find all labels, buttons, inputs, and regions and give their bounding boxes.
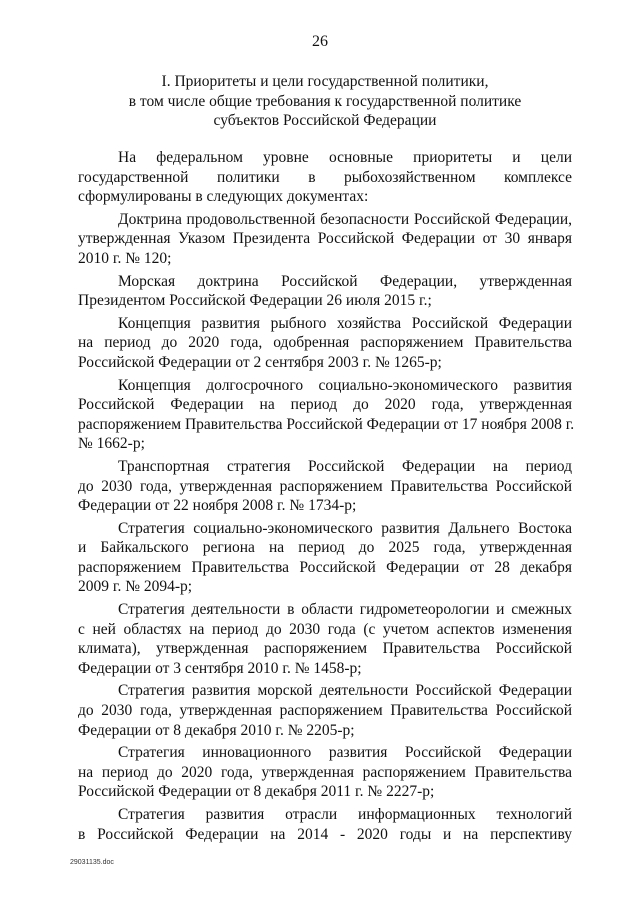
document-body	[78, 148, 575, 844]
section-heading	[78, 72, 572, 131]
paragraph-line: распоряжением Правительства Российской Федерации от 28 декабря	[78, 558, 572, 576]
paragraph-line: 2010 г. № 120;	[78, 249, 172, 267]
paragraph-line: Транспортная стратегия Российской Федерации на период	[118, 457, 572, 475]
paragraph-line: с ней областях на период до 2030 года (с учетом аспектов изменения	[78, 620, 572, 638]
paragraph-line: Концепция долгосрочного социально-экономического развития	[118, 376, 572, 394]
paragraph-line: на период до 2020 года, одобренная распоряжением Правительства	[78, 334, 572, 352]
paragraph-line: сформулированы в следующих документах:	[78, 188, 369, 206]
paragraph-line: и Байкальского региона на период до 2025 года, утвержденная	[78, 539, 572, 557]
paragraph	[78, 272, 572, 311]
paragraph-line: утвержденная Указом Президента Российской Федерации от 30 января	[78, 230, 572, 248]
paragraph-line: государственной политики в рыбохозяйственном комплексе	[78, 168, 572, 186]
file-name-footer: 29031135.doc	[70, 859, 114, 866]
paragraph-line: Стратегия развития морской деятельности Российской Федерации	[118, 682, 572, 700]
paragraph-line: на период до 2020 года, утвержденная распоряжением Правительства	[78, 763, 572, 781]
paragraph-line: Концепция развития рыбного хозяйства Российской Федерации	[118, 314, 572, 332]
page-number: 26	[312, 33, 328, 50]
paragraph	[78, 519, 572, 597]
paragraph-line: 2009 г. № 2094-р;	[78, 578, 193, 596]
paragraph-line: Федерации от 22 ноября 2008 г. № 1734-р;	[78, 497, 357, 515]
paragraph	[78, 681, 572, 740]
paragraph-line: до 2030 года, утвержденная распоряжением Правительства Российской	[78, 477, 572, 495]
paragraph-line: Российской Федерации на период до 2020 года, утвержденная	[78, 396, 572, 414]
paragraph-line: Доктрина продовольственной безопасности Российской Федерации,	[118, 210, 572, 228]
paragraph-line: до 2030 года, утвержденная распоряжением Правительства Российской	[78, 702, 572, 720]
paragraph-line: Российской Федерации от 8 декабря 2011 г. № 2227-р;	[78, 783, 435, 801]
paragraph-line: Президентом Российской Федерации 26 июля 2015 г.;	[78, 292, 432, 310]
paragraph	[78, 600, 572, 678]
paragraph-line: климата), утвержденная распоряжением Правительства Российской	[78, 640, 572, 658]
paragraph	[78, 210, 572, 269]
paragraph	[78, 148, 572, 207]
paragraph	[78, 805, 572, 844]
heading-line: I. Приоритеты и цели государственной политики,	[161, 73, 489, 90]
paragraph-line: Стратегия инновационного развития Российской Федерации	[118, 744, 572, 762]
paragraph-line: № 1662-р;	[78, 435, 145, 453]
paragraph	[78, 457, 572, 516]
paragraph-line: Стратегия деятельности в области гидрометеорологии и смежных	[118, 601, 572, 619]
paragraph-line: На федеральном уровне основные приоритеты и цели	[118, 149, 572, 166]
heading-line: субъектов Российской Федерации	[213, 112, 437, 129]
paragraph-line: Российской Федерации от 2 сентября 2003 г. № 1265-р;	[78, 353, 442, 371]
paragraph-line: в Российской Федерации на 2014 - 2020 годы и на перспективу	[78, 825, 572, 843]
paragraph	[78, 376, 575, 454]
paragraph-line: Стратегия развития отрасли информационных технологий	[118, 806, 572, 823]
heading-line: в том числе общие требования к государственной политике	[128, 92, 522, 110]
paragraph-line: Морская доктрина Российской Федерации, утвержденная	[118, 272, 572, 290]
paragraph-line: Федерации от 3 сентября 2010 г. № 1458-р;	[78, 659, 362, 677]
paragraph-line: Федерации от 8 декабря 2010 г. № 2205-р;	[78, 721, 355, 739]
paragraph-line: распоряжением Правительства Российской Федерации от 17 ноября 2008 г.	[78, 415, 575, 433]
paragraph-line: Стратегия социально-экономического развития Дальнего Востока	[118, 519, 572, 537]
paragraph	[78, 743, 572, 802]
paragraph	[78, 314, 572, 373]
